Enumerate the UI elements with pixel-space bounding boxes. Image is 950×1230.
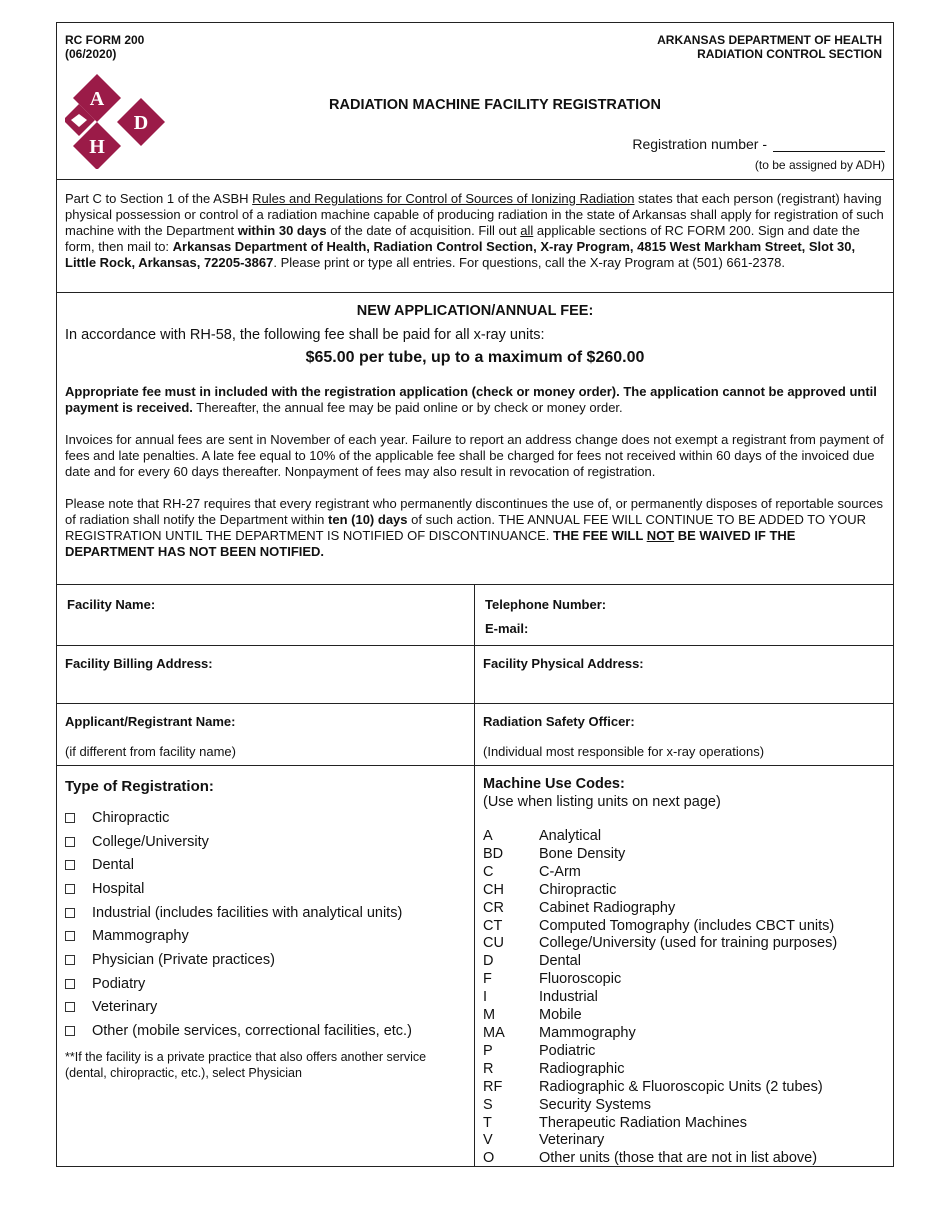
registration-number: [632, 136, 885, 152]
machine-codes-subtitle: (Use when listing units on next page): [483, 794, 721, 810]
machine-code-description: Therapeutic Radiation Machines: [539, 1114, 747, 1131]
agency-line-1: ARKANSAS DEPARTMENT OF HEALTH: [657, 33, 882, 47]
machine-code-row: [483, 900, 885, 918]
machine-code: F: [483, 971, 492, 988]
facility-name-label: Facility Name:: [67, 597, 156, 612]
machine-code: A: [483, 828, 493, 844]
machine-code: CT: [483, 917, 503, 934]
machine-code-row: [483, 1150, 885, 1168]
physical-address-field[interactable]: [475, 646, 893, 703]
applicant-field[interactable]: [57, 704, 475, 765]
checkbox[interactable]: [65, 931, 75, 941]
registration-type-note: **If the facility is a private practice that also offers another service (dental, chiropractic, etc.), select Physician: [65, 1049, 427, 1080]
machine-code-description: Chiropractic: [539, 881, 617, 898]
registration-type-option[interactable]: [65, 996, 466, 1020]
registration-type-label: Veterinary: [92, 999, 158, 1016]
intro-bold: within 30 days: [237, 223, 327, 238]
registration-type-option[interactable]: [65, 948, 466, 972]
logo-letter-d: D: [133, 112, 149, 134]
registration-type-option[interactable]: [65, 806, 466, 830]
machine-code-description: Veterinary: [539, 1132, 605, 1149]
fee-accordance: In accordance with RH-58, the following fee shall be paid for all x-ray units:: [65, 327, 545, 343]
registration-number-label: Registration number -: [632, 136, 767, 152]
machine-code: CH: [483, 881, 504, 898]
machine-code: C: [483, 863, 494, 880]
row-applicant-rso: [57, 704, 893, 766]
machine-code-description: Podiatric: [539, 1042, 596, 1059]
checkbox[interactable]: [65, 979, 75, 989]
registration-form: [56, 22, 894, 1167]
email-label[interactable]: E-mail:: [485, 621, 529, 636]
fee-heading: NEW APPLICATION/ANNUAL FEE:: [356, 303, 594, 319]
fee-text: Thereafter, the annual fee may be paid online or by check or money order.: [192, 400, 623, 415]
machine-code-row: [483, 971, 885, 989]
machine-code-row: [483, 953, 885, 971]
machine-code: S: [483, 1096, 493, 1113]
contact-fields: [475, 585, 893, 645]
fee-paragraph: [65, 384, 885, 416]
intro-text: states that each person (registrant) having physical possession or control of a radiation machine capable of producing radiation in the state of Arkansas shall apply for registration of such machine with the Department: [65, 191, 884, 238]
intro-paragraph: [57, 180, 893, 293]
billing-address-field[interactable]: [57, 646, 475, 703]
machine-code-row: [483, 846, 885, 864]
agency-name: [657, 33, 882, 61]
fee-bold: Appropriate fee must in included with the registration application (check or money order). The application cannot be approved until payment is received.: [65, 384, 877, 415]
registration-type-label: Hospital: [92, 880, 145, 897]
registration-type-label: Other (mobile services, correctional facilities, etc.): [92, 1023, 412, 1040]
machine-code-row: [483, 1132, 885, 1150]
machine-code: M: [483, 1007, 496, 1024]
machine-code-list: [483, 828, 885, 1168]
telephone-label[interactable]: Telephone Number:: [485, 597, 607, 612]
billing-address-label: Facility Billing Address:: [65, 656, 213, 671]
machine-code: R: [483, 1060, 494, 1077]
machine-code-row: [483, 935, 885, 953]
fee-paragraph: Invoices for annual fees are sent in November of each year. Failure to report an address change does not exempt a registrant from payment of fees and late penalties. A late fee equal to 10% of the applicable fee shall be charged for fees not received within 60 days of the invoiced due date and for every 60 days thereafter. Nonpayment of fees may also result in revocation of registration.: [65, 432, 884, 479]
fee-price: $65.00 per tube, up to a maximum of $260.00: [305, 349, 645, 366]
rso-label: Radiation Safety Officer:: [483, 714, 635, 729]
checkbox[interactable]: [65, 884, 75, 894]
registration-type-label: Mammography: [92, 928, 189, 945]
machine-code-description: Computed Tomography (includes CBCT units): [539, 917, 835, 934]
machine-code-description: Mammography: [539, 1024, 636, 1041]
registration-type-label: Dental: [92, 857, 134, 874]
checkbox[interactable]: [65, 813, 75, 823]
checkbox[interactable]: [65, 1002, 75, 1012]
machine-code-row: [483, 864, 885, 882]
form-number: RC FORM 200: [65, 33, 145, 47]
registration-type-label: Physician (Private practices): [92, 951, 275, 968]
fee-paragraph: [65, 496, 885, 560]
fee-bold: ten (10) days: [328, 512, 408, 527]
machine-code-description: Other units (those that are not in list above): [539, 1150, 818, 1167]
machine-code: CR: [483, 899, 504, 916]
machine-code: BD: [483, 845, 504, 862]
form-title: RADIATION MACHINE FACILITY REGISTRATION: [329, 97, 661, 113]
machine-code: V: [483, 1132, 493, 1149]
logo-letter-a: A: [89, 88, 105, 110]
intro-text: . Please print or type all entries. For questions, call the X-ray Program at (501) 661-2378.: [273, 255, 785, 270]
checkbox[interactable]: [65, 1026, 75, 1036]
registration-note: (to be assigned by ADH): [754, 158, 885, 172]
registration-type-list: [65, 806, 466, 1043]
machine-code: D: [483, 953, 494, 970]
checkbox[interactable]: [65, 955, 75, 965]
registration-type-option[interactable]: [65, 830, 466, 854]
rules-reference: Rules and Regulations for Control of Sources of Ionizing Radiation: [252, 191, 635, 206]
machine-code-description: Industrial: [539, 989, 598, 1006]
machine-code-description: Mobile: [539, 1007, 582, 1024]
machine-code-row: [483, 828, 885, 846]
registration-type-label: Podiatry: [92, 975, 146, 992]
machine-code-description: Fluoroscopic: [539, 971, 622, 988]
machine-code-row: [483, 1025, 885, 1043]
machine-code: MA: [483, 1024, 505, 1041]
machine-code: I: [483, 989, 488, 1006]
registration-type-option[interactable]: [65, 901, 466, 925]
checkbox[interactable]: [65, 860, 75, 870]
registration-type-option[interactable]: [65, 1019, 466, 1043]
fee-text: of such action. THE ANNUAL FEE WILL CONTINUE TO BE ADDED TO YOUR REGISTRATION UNTIL THE DEPARTMENT IS NOTIFIED OF DISCONTINUANCE.: [65, 512, 867, 543]
machine-code: O: [483, 1150, 495, 1167]
machine-code-description: Radiographic & Fluoroscopic Units (2 tubes): [539, 1078, 823, 1095]
row-addresses: [57, 646, 893, 704]
machine-code-description: Dental: [539, 953, 581, 970]
fee-text: Please note that RH-27 requires that every registrant who permanently discontinues the use of, or permanently disposes of reportable sources of radiation shall notify the Department within: [65, 496, 883, 527]
registration-type-label: Chiropractic: [92, 809, 170, 826]
applicant-label: Applicant/Registrant Name:: [65, 714, 236, 729]
registration-type-label: Industrial (includes facilities with analytical units): [92, 904, 403, 921]
machine-code-description: Cabinet Radiography: [539, 899, 676, 916]
row-types-codes: [57, 766, 893, 1167]
intro-text: of the date of acquisition. Fill out: [326, 223, 521, 238]
machine-code-description: C-Arm: [539, 863, 581, 880]
agency-line-2: RADIATION CONTROL SECTION: [697, 47, 882, 61]
machine-code-row: [483, 1079, 885, 1097]
machine-code-description: Security Systems: [539, 1096, 651, 1113]
form-date: (06/2020): [65, 47, 117, 61]
form-header: [57, 23, 893, 180]
applicant-note: (if different from facility name): [65, 744, 236, 759]
facility-info-grid: [57, 585, 893, 1167]
machine-code-row: [483, 1043, 885, 1061]
facility-name-field[interactable]: [57, 585, 475, 645]
machine-code: CU: [483, 935, 504, 952]
intro-underline: all: [520, 223, 534, 238]
mailing-address: Arkansas Department of Health, Radiation Control Section, X-ray Program, 4815 West Markham Street, Slot 30, Little Rock, Arkansas, 72205-3867: [65, 239, 856, 270]
machine-code-row: [483, 1115, 885, 1133]
registration-type-section: [57, 766, 475, 1167]
machine-code-description: Bone Density: [539, 845, 626, 862]
machine-codes-section: [475, 766, 893, 1167]
machine-codes-title: Machine Use Codes:: [483, 776, 625, 792]
adh-logo: [65, 71, 169, 169]
fee-bold: THE FEE WILL NOT BE WAIVED IF THE DEPARTMENT HAS NOT BEEN NOTIFIED.: [65, 528, 796, 559]
machine-code-row: [483, 882, 885, 900]
registration-type-option[interactable]: [65, 972, 466, 996]
checkbox[interactable]: [65, 837, 75, 847]
form-id: [65, 33, 144, 61]
checkbox[interactable]: [65, 908, 75, 918]
row-name-contact: [57, 585, 893, 646]
machine-code: P: [483, 1042, 493, 1059]
registration-type-label: College/University: [92, 833, 209, 850]
machine-code-description: College/University (used for training purposes): [539, 935, 838, 952]
machine-code: RF: [483, 1078, 503, 1095]
machine-code-row: [483, 1061, 885, 1079]
registration-type-option[interactable]: [65, 924, 466, 948]
registration-type-title: Type of Registration:: [65, 778, 214, 795]
rso-note: (Individual most responsible for x-ray operations): [483, 744, 765, 759]
logo-letter-h: H: [89, 136, 105, 158]
physical-address-label: Facility Physical Address:: [483, 656, 644, 671]
machine-code-description: Analytical: [539, 828, 602, 844]
rso-field[interactable]: [475, 704, 893, 765]
fee-section: [57, 293, 893, 585]
machine-code-description: Radiographic: [539, 1060, 625, 1077]
intro-text: applicable sections of RC FORM 200. Sign and date the form, then mail to:: [65, 223, 860, 254]
machine-code-row: [483, 1007, 885, 1025]
registration-number-field[interactable]: [773, 138, 885, 152]
machine-code-row: [483, 989, 885, 1007]
machine-code-row: [483, 1097, 885, 1115]
intro-text: Part C to Section 1 of the ASBH: [65, 191, 253, 206]
registration-type-option[interactable]: [65, 853, 466, 877]
registration-type-option[interactable]: [65, 877, 466, 901]
machine-code-row: [483, 918, 885, 936]
machine-code: T: [483, 1114, 492, 1131]
